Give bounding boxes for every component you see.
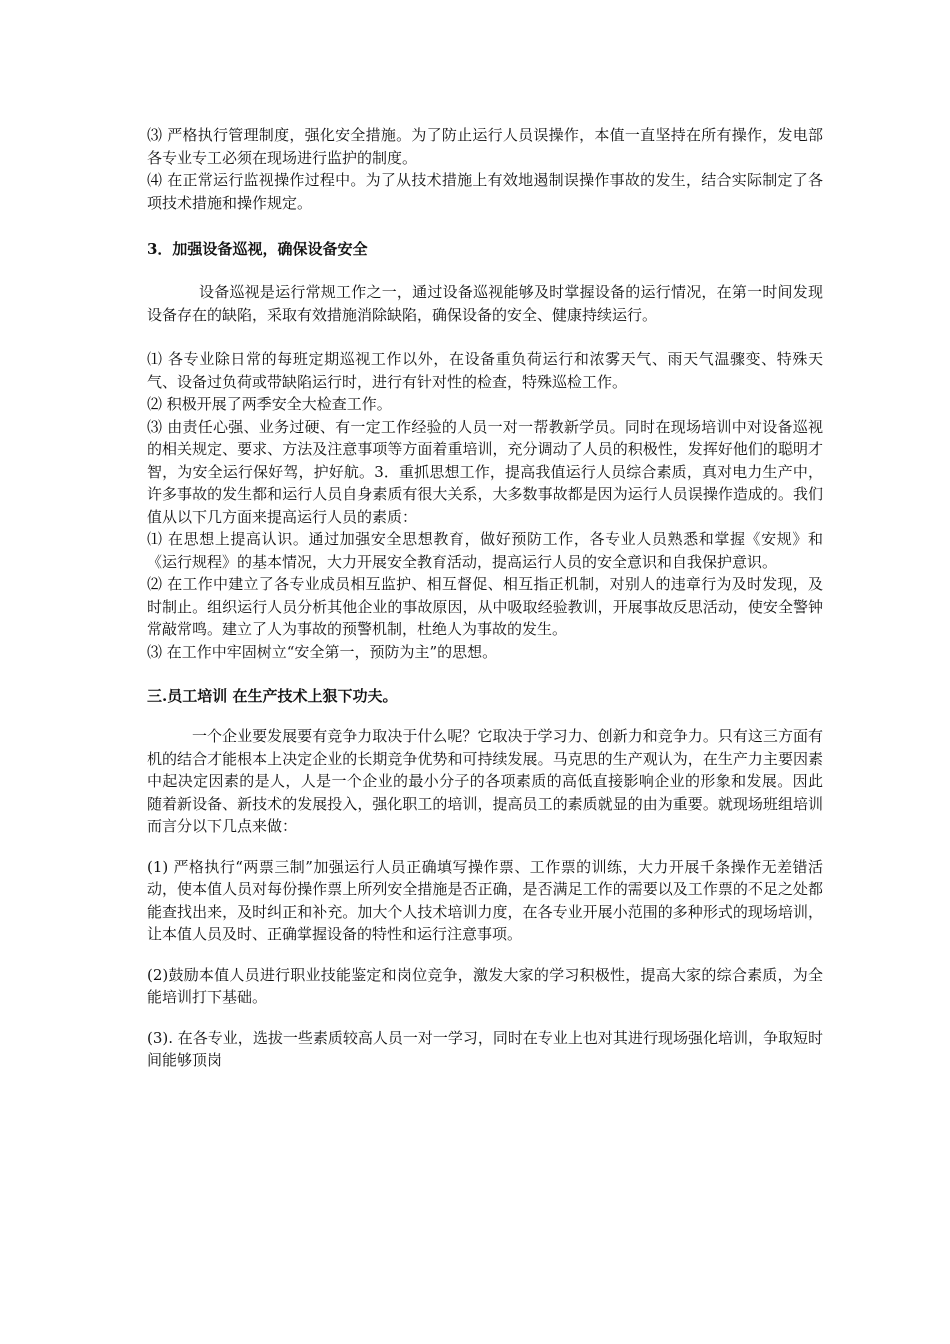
paragraph-3-item-1: ⑴ 各专业除日常的每班定期巡视工作以外，在设备重负荷运行和浓雾天气、雨天气温骤变、特殊天气、设备过负荷或带缺陷运行时，进行有针对性的检查，特殊巡检工作。: [147, 350, 823, 391]
paragraph-4-item-1: ⑴ 在思想上提高认识。通过加强安全思想教育，做好预防工作，各专业人员熟悉和掌握《安规》和《运行规程》的基本情况，大力开展安全教育活动，提高运行人员的安全意识和自我保护意识。: [147, 530, 823, 571]
paragraph-4-item-3: ⑶ 在工作中牢固树立“安全第一，预防为主”的思想。: [147, 642, 498, 661]
section-heading-san: 三.员工培训 在生产技术上狠下功夫。: [147, 687, 398, 705]
paragraph-san-item-1: (1) 严格执行“两票三制”加强运行人员正确填写操作票、工作票的训练，大力开展千条操作无差错活动，使本值人员对每份操作票上所列安全措施是否正确，是否满足工作的需要以及工作票的不足之处都能查找出来，及时纠正和补充。加大个人技术培训力度，在各专业开展小范围的多种形式的现场培训，让本值人员及时、正确掌握设备的特性和运行注意事项。: [147, 857, 823, 943]
section-heading-3: 3．加强设备巡视，确保设备安全: [147, 240, 368, 258]
document-page: [147, 124, 823, 1072]
paragraph-san-intro: 一个企业要发展要有竞争力取决于什么呢？它取决于学习力、创新力和竞争力。只有这三方面有机的结合才能根本上决定企业的长期竞争优势和可持续发展。马克思的生产观认为，在生产力主要因素中起决定因素的是人，人是一个企业的最小分子的各项素质的高低直接影响企业的形象和发展。因此 随着新设备、新技术的发展投入，强化职工的培训，提高员工的素质就显的由为重要。就现场班组培训而言分以下几点来做：: [147, 727, 823, 835]
paragraph-3-intro: 设备巡视是运行常规工作之一，通过设备巡视能够及时掌握设备的运行情况，在第一时间发现设备存在的缺陷，采取有效措施消除缺陷，确保设备的安全、健康持续运行。: [147, 283, 823, 324]
paragraph-4-item-2: ⑵ 在工作中建立了各专业成员相互监护、相互督促、相互指正机制，对别人的违章行为及时发现，及时制止。组织运行人员分析其他企业的事故原因，从中吸取经验教训，开展事故反思活动，使安全警钟常敲常鸣。建立了人为事故的预警机制，杜绝人为事故的发生。: [147, 575, 823, 638]
paragraph-san-item-3: (3). 在各专业，选拔一些素质较高人员一对一学习，同时在专业上也对其进行现场强化培训，争取短时间能够顶岗: [147, 1028, 823, 1069]
paragraph-3-item-2: ⑵ 积极开展了两季安全大检查工作。: [147, 395, 392, 413]
paragraph-san-item-2: (2)鼓励本值人员进行职业技能鉴定和岗位竞争，激发大家的学习积极性，提高大家的综合素质，为全能培训打下基础。: [147, 965, 823, 1006]
paragraph-s2-item-3: ⑶ 严格执行管理制度，强化安全措施。为了防止运行人员误操作，本值一直坚持在所有操作，发电部各专业专工必须在现场进行监护的制度。: [147, 126, 823, 167]
paragraph-3-item-3: ⑶ 由责任心强、业务过硬、有一定工作经验的人员一对一帮教新学员。同时在现场培训中对设备巡视的相关规定、要求、方法及注意事项等方面着重培训，充分调动了人员的积极性，发挥好他们的聪明才智，为安全运行保好驾，护好航。3．重抓思想工作，提高我值运行人员综合素质，真对电力生产中，许多事故的发生都和运行人员自身素质有很大关系，大多数事故都是因为运行人员误操作造成的。我们值从以下几方面来提高运行人员的素质：: [147, 417, 823, 526]
paragraph-s2-item-4: ⑷ 在正常运行监视操作过程中。为了从技术措施上有效地遏制误操作事故的发生，结合实际制定了各项技术措施和操作规定。: [147, 171, 823, 212]
